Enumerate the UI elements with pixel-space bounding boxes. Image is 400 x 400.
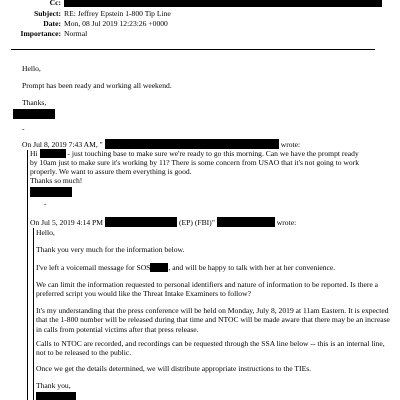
quote1-intro-start: On Jul 8, 2019 7:43 AM, " — [22, 140, 103, 149]
reply-signoff: Thanks, — [22, 98, 47, 107]
quote2-p5: Calls to NTOC are recorded, and recordings can be requested through the SSA line below -- this is an internal line, not to be released to the public. — [36, 339, 385, 358]
quote1-text-1: - just touching base to make sure we're ready to go this morning. Can we have the prompt ready — [67, 149, 359, 158]
date-row — [8, 19, 168, 28]
quote2-bar — [33, 228, 34, 400]
quote1-line1 — [30, 149, 359, 158]
reply-dash: - — [22, 124, 25, 133]
quote1-line3: properly. We want to assure them everything is good. — [30, 167, 192, 176]
quote2-p3: We can limit the information requested to personal identifiers and nature of information to be reported. Is there a preferred script you would like the Threat Intake Examiners to follow? — [36, 280, 379, 299]
quote2-intro-start: On Jul 5, 2019 4:14 PM — [30, 218, 103, 227]
quote2-p4: It's my understanding that the press conference will be held on Monday, July 8, 2019 at 11am Eastern. It is expected that the 1-800 number will be released during that time and NTOC will be made aware that there may be an increase in calls from potential victims after that press release. — [36, 306, 390, 334]
quote1-dash: - — [44, 199, 47, 208]
quote1-intro-end: wrote: — [280, 140, 301, 149]
quote2-signature-redaction — [36, 392, 76, 400]
redaction — [105, 139, 279, 149]
quote2-p2 — [36, 263, 335, 272]
importance-row — [8, 29, 87, 38]
subject-label: Subject: — [34, 9, 61, 18]
signature-redaction — [13, 109, 55, 119]
subject-value: RE: Jeffrey Epstein 1-800 Tip Line — [64, 9, 171, 18]
redaction — [64, 0, 382, 7]
quote2-intro-end: wrote: — [276, 218, 297, 227]
quote1-bar — [27, 150, 28, 400]
header-divider — [11, 49, 375, 50]
importance-label: Importance: — [20, 29, 61, 38]
importance-value: Normal — [64, 29, 88, 38]
quote2-intro — [30, 217, 296, 227]
subject-row — [8, 9, 171, 18]
quote1-line4: Thanks so much! — [30, 176, 83, 185]
quote1-line2: by 10am just to make sure it's working by 11? There is some concern from USAO that it's not going to work — [30, 158, 360, 167]
reply-body: Prompt has been ready and working all weekend. — [22, 81, 172, 90]
quote1-hi: Hi — [30, 149, 38, 158]
reply-greeting: Hello, — [22, 64, 41, 73]
redaction — [40, 149, 66, 158]
quote2-p2-start: I've left a voicemail message for SOS — [36, 263, 151, 272]
quote2-intro-mid: (EP) (FBI)" — [179, 218, 215, 227]
cc-row — [8, 0, 382, 7]
cc-label: Cc: — [49, 0, 61, 7]
redaction — [217, 217, 275, 227]
quote2-p6: Once we get the details determined, we will distribute appropriate instructions to the TIEs. — [36, 364, 312, 373]
quote2-greeting: Hello, — [36, 228, 55, 237]
redaction — [105, 217, 177, 227]
quote2-p2-end: , and will be happy to talk with her at her convenience. — [168, 263, 336, 272]
quote2-signoff: Thank you, — [36, 381, 71, 390]
quote1-intro — [22, 139, 300, 149]
date-value: Mon, 08 Jul 2019 12:23:26 +0000 — [64, 19, 168, 28]
quote2-p1: Thank you very much for the information below. — [36, 245, 185, 254]
date-label: Date: — [43, 19, 61, 28]
quote1-signature-redaction — [30, 187, 72, 197]
redaction — [150, 263, 168, 272]
